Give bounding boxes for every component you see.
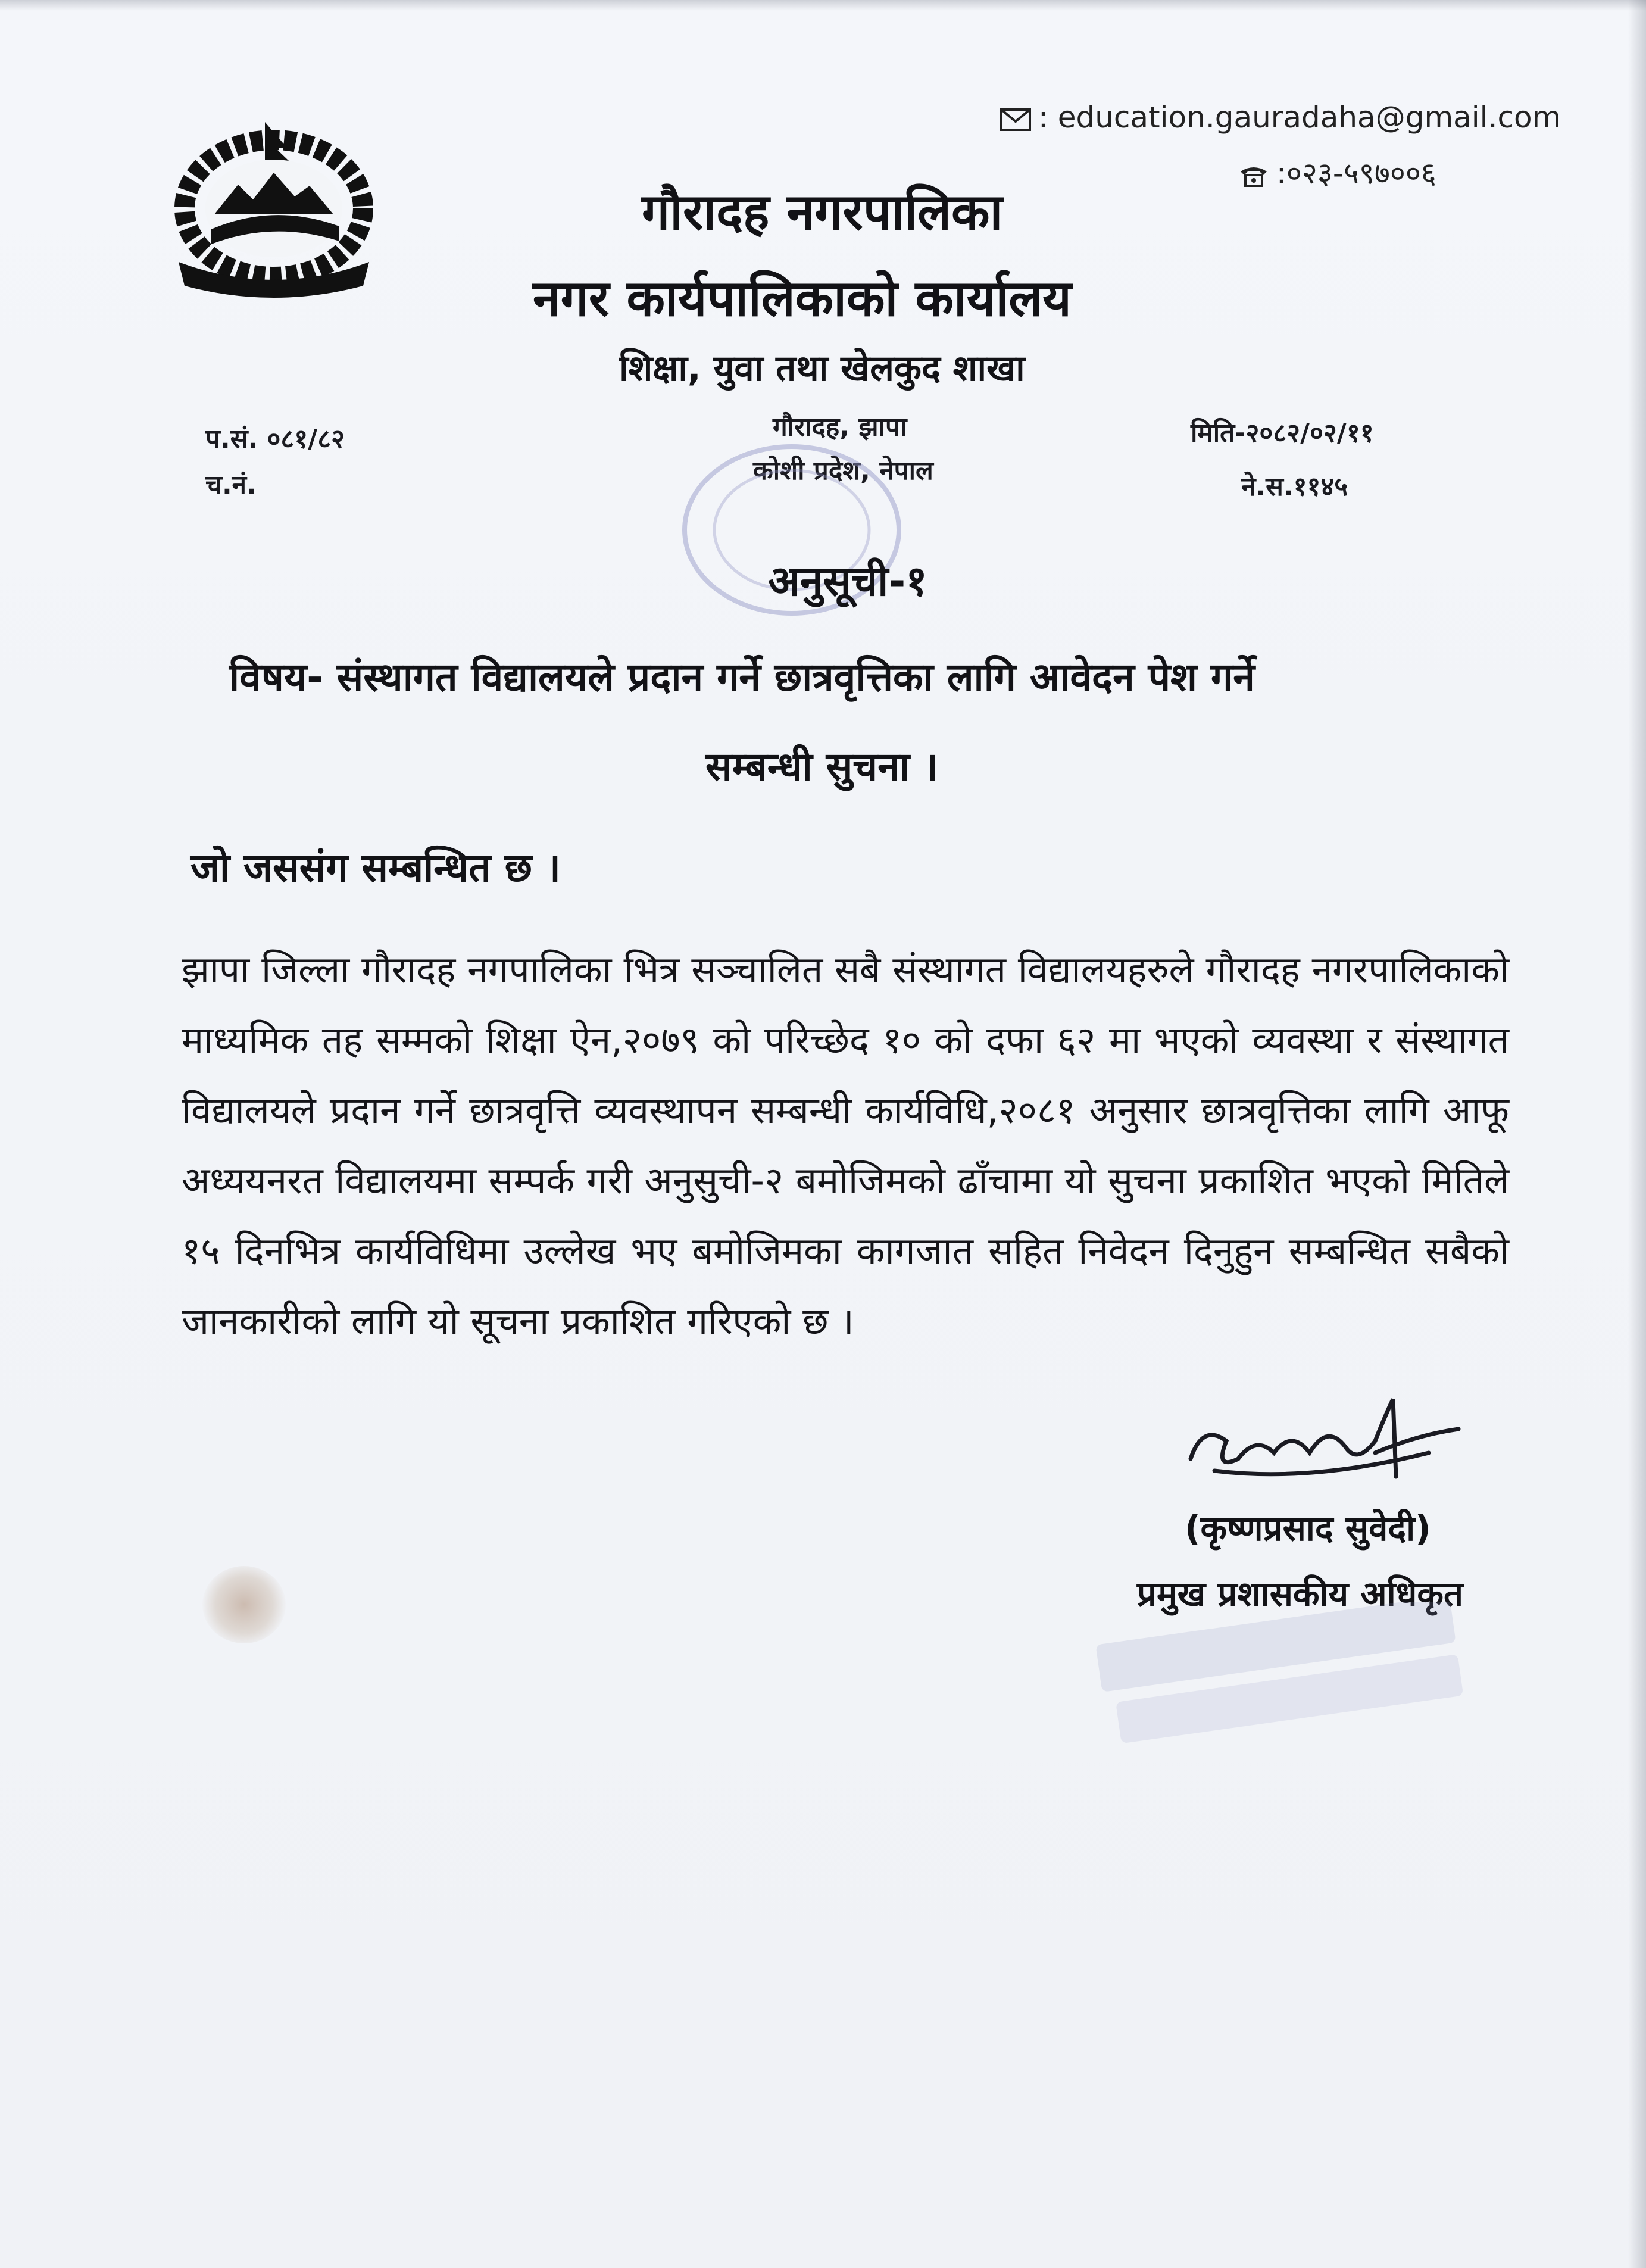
subject-line-1: विषय- संस्थागत विद्यालयले प्रदान गर्ने छात्रवृत्तिका लागि आवेदन पेश गर्ने: [229, 654, 1255, 700]
reference-number: प.सं. ०८१/८२: [205, 424, 345, 454]
branch-name: शिक्षा, युवा तथा खेलकुद शाखा: [619, 348, 1025, 389]
office-name: नगर कार्यपालिकाको कार्यालय: [533, 269, 1072, 327]
envelope-icon: [1000, 108, 1031, 131]
subject-line-2: सम्बन्धी सुचना ।: [705, 744, 938, 790]
page-shadow-right: [1628, 0, 1646, 2268]
address-line-2: कोशी प्रदेश, नेपाल: [753, 456, 933, 486]
letter-date: मिति-२०८२/०२/११: [1191, 418, 1374, 448]
dispatch-number: च.नं.: [205, 470, 257, 500]
paper-stain: [202, 1566, 286, 1643]
schedule-label: अनुसूची-१: [768, 557, 927, 606]
salutation: जो जससंग सम्बन्धित छ ।: [190, 845, 561, 891]
phone-icon: [1238, 163, 1269, 188]
signatory-designation: प्रमुख प्रशासकीय अधिकृत: [1137, 1574, 1464, 1614]
signatory-name: (कृष्णप्रसाद सुवेदी): [1185, 1508, 1431, 1549]
notice-body: झापा जिल्ला गौरादह नगपालिका भित्र सञ्चालित सबै संस्थागत विद्यालयहरुले गौरादह नगरपालिकाको माध्यमिक तह सम्मको शिक्षा ऐन,२०७९ को परिच्छेद १० को दफा ६२ मा भएको व्यवस्था र संस्थागत विद्यालयले प्रदान गर्ने छात्रवृत्ति व्यवस्थापन सम्बन्धी कार्यविधि,२०८१ अनुसार छात्रवृत्तिका लागि आफू अध्ययनरत विद्यालयमा सम्पर्क गरी अनुसुची-२ बमोजिमको ढाँचामा यो सुचना प्रकाशित भएको मितिले १५ दिनभित्र कार्यविधिमा उल्लेख भए बमोजिमका कागजात सहित निवेदन दिनुहुन सम्बन्धित सबैको जानकारीको लागि यो सूचना प्रकाशित गरिएको छ ।: [182, 948, 1509, 1343]
email-contact: [1000, 100, 1561, 135]
nepal-emblem-icon: [161, 119, 387, 298]
nepal-samvat-date: ने.स.११४५: [1241, 472, 1348, 502]
email-text: : education.gauradaha@gmail.com: [1038, 100, 1561, 135]
address-line-1: गौरादह, झापा: [773, 412, 907, 442]
signature-icon: [1179, 1387, 1476, 1500]
phone-text: :०२३-५९७००६: [1276, 156, 1436, 191]
phone-contact: [1238, 152, 1436, 192]
page-shadow-top: [0, 0, 1646, 11]
designation-stamp-icon: [1095, 1602, 1476, 1745]
org-name: गौरादह नगरपालिका: [642, 183, 1003, 241]
